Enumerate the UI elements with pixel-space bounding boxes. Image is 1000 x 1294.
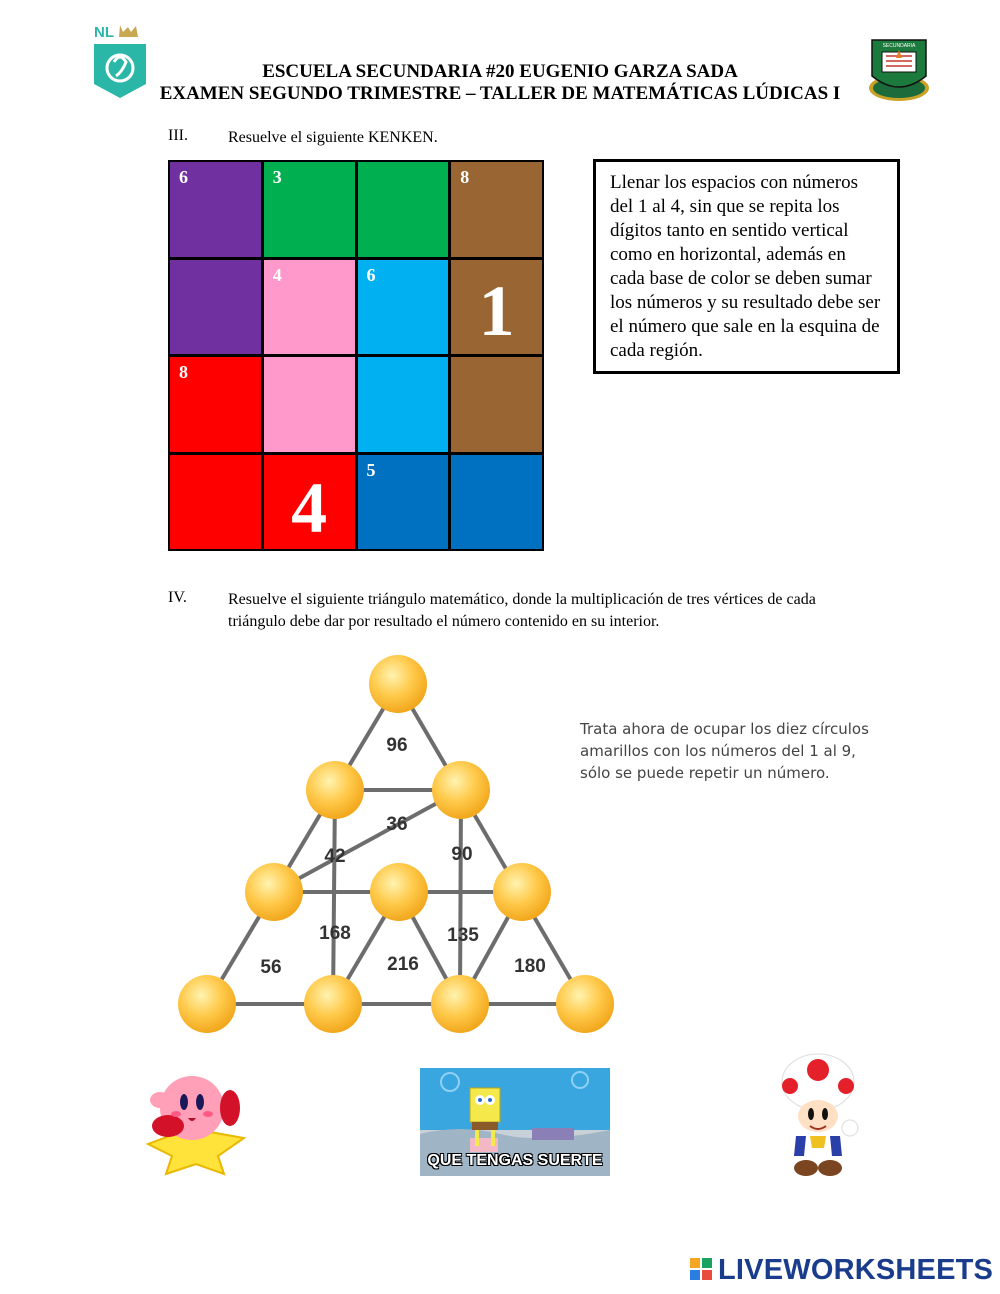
kenken-cage-label: 5 <box>366 459 376 480</box>
triangle-answer-circle[interactable] <box>432 761 490 819</box>
kenken-cell[interactable] <box>449 355 544 454</box>
kenken-given-number: 4 <box>291 468 328 549</box>
kenken-cage-label: 6 <box>366 264 376 285</box>
kenken-cell[interactable] <box>262 258 357 357</box>
section3-number: III. <box>168 127 188 144</box>
kenken-given-number: 1 <box>478 271 515 352</box>
triangle-answer-circle[interactable] <box>178 975 236 1033</box>
spongebob-caption: QUE TENGAS SUERTE <box>427 1152 603 1169</box>
kenken-cell[interactable] <box>262 453 357 552</box>
liveworksheets-brand: LIVEWORKSHEETS <box>718 1254 994 1286</box>
toad-image <box>780 1052 862 1178</box>
section3-text: Resuelve el siguiente KENKEN. <box>228 129 438 146</box>
kenken-cell[interactable] <box>262 355 357 454</box>
triangle-answer-circle[interactable] <box>556 975 614 1033</box>
kenken-cell[interactable] <box>449 453 544 552</box>
kenken-cell[interactable] <box>168 453 263 552</box>
liveworksheets-icon <box>690 1256 714 1284</box>
kenken-cage-label: 3 <box>272 167 282 187</box>
triangle-edge <box>460 790 461 1004</box>
exam-title: EXAMEN SEGUNDO TRIMESTRE – TALLER DE MATEMÁTICAS LÚDICAS I <box>159 83 841 104</box>
section4-text: Resuelve el siguiente triángulo matemático, donde la multiplicación de tres vértices de cada triángulo debe dar por resultado el número contenido en su interior. <box>228 591 816 630</box>
triangle-product-number: 168 <box>319 923 351 944</box>
kenken-cell[interactable] <box>449 258 544 357</box>
kenken-cell[interactable] <box>356 355 451 454</box>
kenken-cell[interactable] <box>449 160 544 259</box>
nl-logo-text: NL <box>94 24 114 41</box>
school-crest-text: SECUNDARIA <box>882 43 916 49</box>
kenken-instructions-box <box>593 159 900 374</box>
kenken-cell[interactable] <box>356 160 451 259</box>
kenken-cage-label: 8 <box>179 362 188 382</box>
triangle-product-number: 135 <box>447 925 479 946</box>
triangle-product-number: 56 <box>260 957 282 978</box>
school-title: ESCUELA SECUNDARIA #20 EUGENIO GARZA SADA <box>262 61 738 82</box>
spongebob-good-luck-image <box>420 1068 610 1176</box>
triangle-product-number: 180 <box>514 956 546 977</box>
triangle-answer-circle[interactable] <box>431 975 489 1033</box>
triangle-answer-circle[interactable] <box>369 655 427 713</box>
kenken-cage-label: 4 <box>272 264 282 285</box>
section4-number: IV. <box>168 589 187 606</box>
triangle-answer-circle[interactable] <box>493 863 551 921</box>
triangle-edge <box>207 684 398 1004</box>
kenken-cell[interactable] <box>168 355 263 454</box>
triangle-answer-circle[interactable] <box>304 975 362 1033</box>
kenken-cage-label: 8 <box>460 167 470 187</box>
triangle-product-number: 42 <box>324 846 346 867</box>
math-triangle <box>170 650 620 1040</box>
triangle-product-number: 96 <box>386 735 408 756</box>
kenken-grid <box>168 160 543 550</box>
kirby-image <box>140 1066 250 1176</box>
triangle-edge <box>398 684 585 1004</box>
triangle-product-number: 216 <box>387 954 419 975</box>
kenken-instructions-text: Llenar los espacios con números del 1 al 4, sin que se repita los dígitos tanto en sentido vertical como en horizontal, además en cada base de color se deben sumar los números y su resultado debe ser el número que sale en la esquina de cada región. <box>610 172 881 361</box>
kenken-cage-label: 6 <box>179 167 188 187</box>
kenken-cell[interactable] <box>356 258 451 357</box>
triangle-product-number: 90 <box>451 844 473 865</box>
kenken-cell[interactable] <box>168 160 263 259</box>
triangle-answer-circle[interactable] <box>370 863 428 921</box>
triangle-answer-circle[interactable] <box>245 863 303 921</box>
kenken-cell[interactable] <box>168 258 263 357</box>
triangle-product-number: 36 <box>386 814 408 835</box>
kenken-cell[interactable] <box>262 160 357 259</box>
triangle-note: Trata ahora de ocupar los diez círculos amarillos con los números del 1 al 9, sólo se puede repetir un número. <box>580 720 869 782</box>
triangle-answer-circle[interactable] <box>306 761 364 819</box>
triangle-edge <box>333 790 335 1004</box>
kenken-cell[interactable] <box>356 453 451 552</box>
